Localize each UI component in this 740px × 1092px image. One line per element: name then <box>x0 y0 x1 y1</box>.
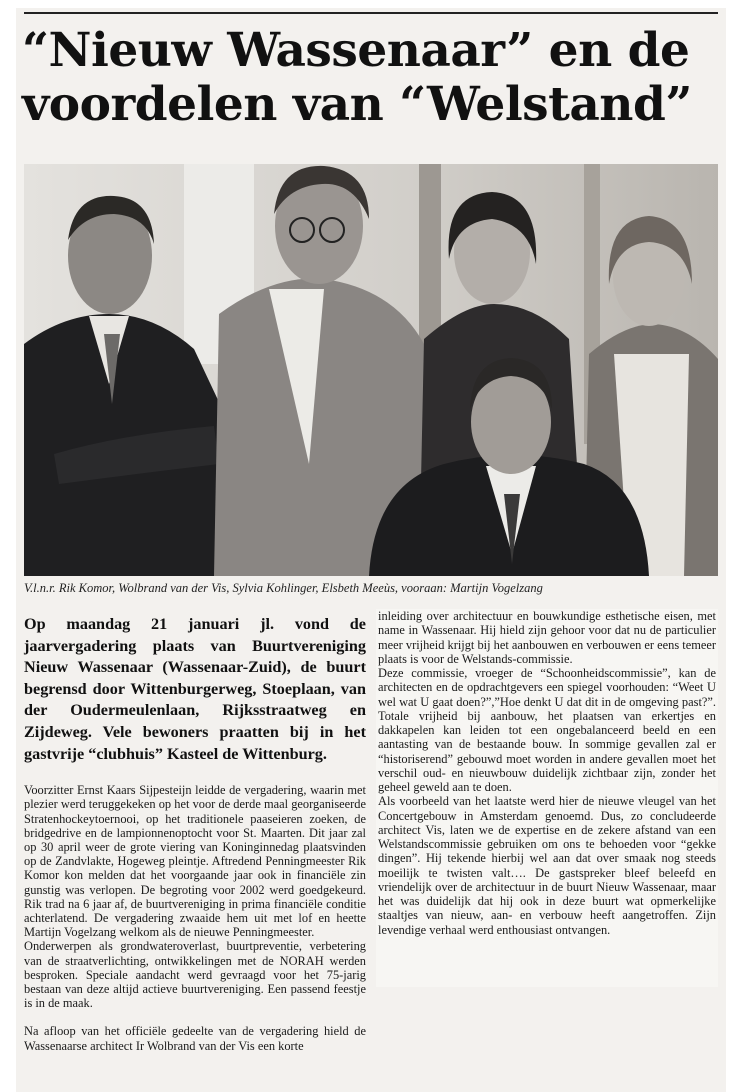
photo-caption: V.l.n.r. Rik Komor, Wolbrand van der Vis, Sylvia Kohlinger, Elsbeth Meeùs, vooraan: Martijn Vogelzang <box>24 581 543 595</box>
article-lead: Op maandag 21 januari jl. vond de jaarvergadering plaats van Buurtvereniging Nieuw Wassenaar (Wassenaar-Zuid), de buurt begrensd door Wittenburgerweg, Stoeplaan, van der Oudermeulenlaan, Rijksstraatweg en Zijdeweg. Vele bewoners praatten bij in het gastvrije “clubhuis” Kasteel de Wittenburg. <box>24 615 366 763</box>
headline: “Nieuw Wassenaar” en de voordelen van “Welstand” <box>22 23 692 132</box>
paragraph: Deze commissie, vroeger de “Schoonheidscommissie”, kan de architecten en de opdrachtgevers een spiegel voorhouden: “Weet U wel wat U gaat doen?”,”Hoe denkt U dat dit in de omgeving past?”. Totale vrijheid bij aanbouw, het plaatsen van erkertjes en dakkapelen kan leiden tot een ongebalanceerd beeld en een aantasting van de bestaande bouw. In sommige gevallen zal er “historiserend” gebouwd moet worden in andere gevallen moet het verschil oud- en nieuwbouw duidelijk zichtbaar zijn, zonder het geheel geweld aan te doen. <box>378 666 716 794</box>
paragraph: inleiding over architectuur en bouwkundige esthetische eisen, met name in Wassenaar. Hij hield zijn gehoor voor dat nu de particulier meer vrijheid krijgt bij het aanbouwen en verbouwen er eens temeer plaats is voor de Welstands-commissie. <box>378 609 716 666</box>
paragraph: Onderwerpen als grondwateroverlast, buurtpreventie, verbetering van de straatverlichting, ontwikkelingen met de NORAH werden besproken. Speciale aandacht werd gevraagd voor het 75-jarig bestaan van deze altijd actieve buurtvereniging. Een passend feestje is in de maak. <box>24 939 366 1011</box>
article-body-right <box>376 609 718 937</box>
article-column-right <box>376 609 718 987</box>
paragraph: Na afloop van het officiële gedeelte van de vergadering hield de Wassenaarse architect Ir Wolbrand van der Vis een korte <box>24 1024 366 1053</box>
paragraph: Voorzitter Ernst Kaars Sijpesteijn leidde de vergadering, waarin met plezier werd teruggekeken op het voor de derde maal georganiseerde Stratenhockeytoernooi, op het traditionele paaseieren zoeken, de bridgedrive en de lampionnenoptocht voor St. Maarten. Dit jaar zal op 30 april weer de grote viering van Koninginnedag plaatsvinden op de Zandvlakte, Hogeweg pleintje. Aftredend Penningmeester Rik Komor kon melden dat het voorgaande jaar ook in financiële zin gunstig was verlopen. De begroting voor 2002 werd goedgekeurd. Rik trad na 6 jaar af, de buurtvereniging in prima financiële conditie achterlatend. De vergadering zwaaide hem uit met lof en heette Martijn Vogelzang welkom als de nieuwe Penningmeester. <box>24 783 366 940</box>
article-column-left <box>24 604 366 1053</box>
top-rule <box>24 12 718 14</box>
group-photo-illustration <box>24 164 718 576</box>
group-photo <box>24 164 718 576</box>
paragraph: Als voorbeeld van het laatste werd hier de nieuwe vleugel van het Concertgebouw in Amsterdam genoemd. Dus, zo concludeerde architect Vis, laten we de expertise en de zekere afstand van een Welstandscommissie gebruiken om ons te behoeden voor “gekke dingen”. Hij tekende hierbij wel aan dat over smaak nog steeds moeilijk te twisten valt…. De gastspreker bleef beleefd en vriendelijk over de architectuur in de buurt Nieuw Wassenaar, maar het was duidelijk dat hij ook in deze buurt wat opmerkelijke staaltjes van nieuw, aan- en verbouw heeft aangetroffen. Zijn levendige verhaal werd enthousiast ontvangen. <box>378 794 716 937</box>
article-body-left <box>24 783 366 1053</box>
